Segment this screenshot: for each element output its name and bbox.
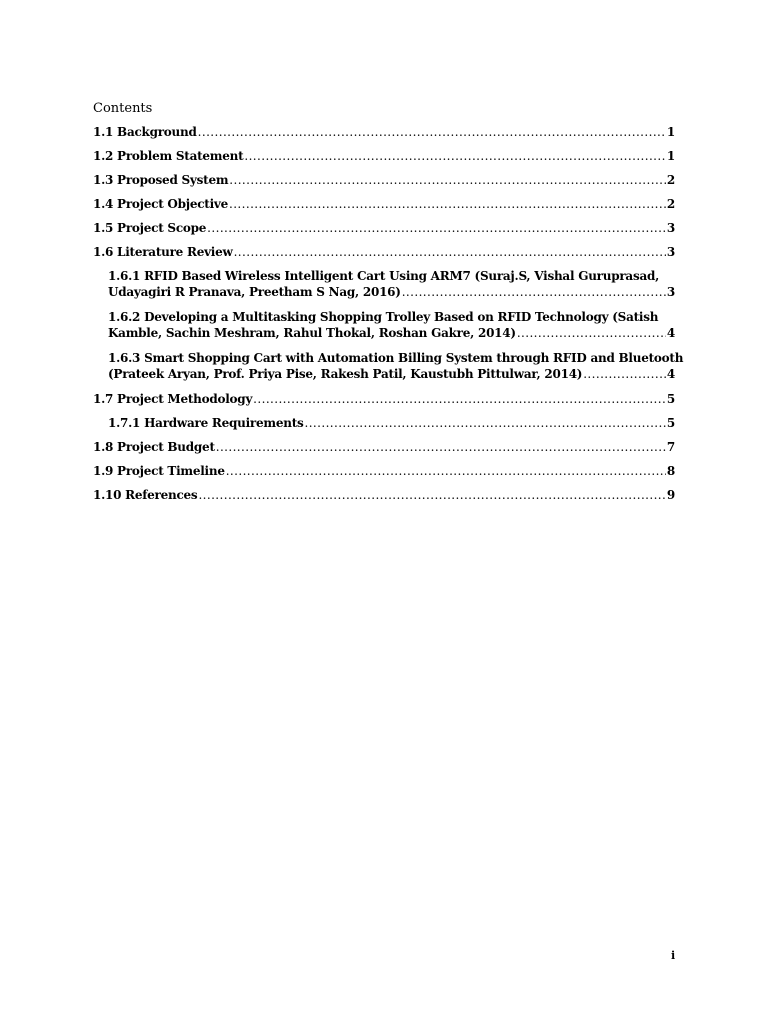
toc-line bbox=[93, 439, 675, 455]
toc-line bbox=[93, 391, 675, 407]
toc-entry-page: 2 bbox=[666, 197, 675, 211]
toc-entry-page: 9 bbox=[666, 488, 675, 502]
toc-dot-leader bbox=[305, 415, 666, 431]
toc-entry-title-line1: 1.6.3 Smart Shopping Cart with Automation Billing System through RFID and Bluetooth bbox=[108, 351, 684, 365]
toc-entry-title: 1.5 Project Scope bbox=[93, 221, 207, 235]
toc-heading: Contents bbox=[93, 101, 153, 116]
toc-entry-title-line1: 1.6.1 RFID Based Wireless Intelligent Cart Using ARM7 (Suraj.S, Vishal Guruprasad, bbox=[108, 269, 660, 283]
toc-entry-page: 5 bbox=[666, 416, 675, 430]
toc-entry-project-methodology[interactable] bbox=[93, 391, 675, 407]
toc-entry-title: 1.7 Project Methodology bbox=[93, 392, 253, 406]
toc-line bbox=[108, 415, 675, 431]
toc-dot-leader bbox=[234, 244, 666, 260]
toc-entry-title: 1.10 References bbox=[93, 488, 198, 502]
toc-entry-multitasking-trolley[interactable] bbox=[93, 309, 675, 341]
toc-entry-title: 1.8 Project Budget bbox=[93, 440, 215, 454]
toc-line bbox=[108, 325, 675, 341]
toc-line bbox=[93, 172, 675, 188]
toc-dot-leader bbox=[226, 463, 666, 479]
toc-entry-background[interactable] bbox=[93, 124, 675, 140]
toc-dot-leader bbox=[244, 148, 666, 164]
toc-dot-leader bbox=[517, 325, 666, 341]
toc-dot-leader bbox=[216, 439, 666, 455]
toc-dot-leader bbox=[229, 196, 666, 212]
toc-entry-title-line2: Udayagiri R Pranava, Preetham S Nag, 2016) bbox=[108, 285, 401, 299]
toc-dot-leader bbox=[198, 124, 666, 140]
toc-entry-project-objective[interactable] bbox=[93, 196, 675, 212]
toc-entry-title: 1.7.1 Hardware Requirements bbox=[108, 416, 304, 430]
toc-entry-title: 1.2 Problem Statement bbox=[93, 149, 244, 163]
toc-entry-page: 8 bbox=[666, 464, 675, 478]
toc-entry-proposed-system[interactable] bbox=[93, 172, 675, 188]
toc-entry-project-timeline[interactable] bbox=[93, 463, 675, 479]
toc-entry-page: 3 bbox=[666, 221, 675, 235]
toc-line bbox=[93, 148, 675, 164]
toc-entry-title: 1.6 Literature Review bbox=[93, 245, 233, 259]
toc-entry-page: 4 bbox=[666, 367, 675, 381]
toc-dot-leader bbox=[253, 391, 666, 407]
toc-entry-title-line2: Kamble, Sachin Meshram, Rahul Thokal, Roshan Gakre, 2014) bbox=[108, 326, 516, 340]
toc-entry-page: 4 bbox=[666, 326, 675, 340]
toc-line bbox=[93, 244, 675, 260]
toc-entry-page: 1 bbox=[666, 125, 675, 139]
footer-page-number: i bbox=[671, 949, 676, 962]
toc-entry-title: 1.3 Proposed System bbox=[93, 173, 229, 187]
toc-line bbox=[93, 463, 675, 479]
toc-dot-leader bbox=[583, 366, 666, 382]
toc-entry-smart-shopping-cart[interactable] bbox=[93, 350, 684, 382]
toc-entry-literature-review[interactable] bbox=[93, 244, 675, 260]
toc-entry-page: 3 bbox=[666, 285, 675, 299]
table-of-contents bbox=[93, 124, 684, 511]
toc-entry-rfid-wireless-cart[interactable] bbox=[93, 268, 675, 300]
toc-entry-page: 7 bbox=[666, 440, 675, 454]
toc-entry-title-line2: (Prateek Aryan, Prof. Priya Pise, Rakesh Patil, Kaustubh Pittulwar, 2014) bbox=[108, 367, 583, 381]
toc-entry-page: 1 bbox=[666, 149, 675, 163]
toc-entry-problem-statement[interactable] bbox=[93, 148, 675, 164]
toc-entry-title-line1: 1.6.2 Developing a Multitasking Shopping Trolley Based on RFID Technology (Satish bbox=[108, 310, 659, 324]
toc-line bbox=[108, 284, 675, 300]
toc-dot-leader bbox=[198, 487, 665, 503]
toc-line bbox=[93, 196, 675, 212]
toc-entry-title: 1.4 Project Objective bbox=[93, 197, 228, 211]
toc-dot-leader bbox=[207, 220, 666, 236]
toc-line bbox=[108, 366, 675, 382]
toc-line bbox=[93, 487, 675, 503]
toc-entry-page: 5 bbox=[666, 392, 675, 406]
toc-dot-leader bbox=[229, 172, 666, 188]
toc-dot-leader bbox=[402, 284, 666, 300]
toc-entry-title: 1.1 Background bbox=[93, 125, 197, 139]
toc-line bbox=[93, 124, 675, 140]
toc-entry-page: 2 bbox=[666, 173, 675, 187]
toc-entry-project-scope[interactable] bbox=[93, 220, 675, 236]
toc-entry-hardware-requirements[interactable] bbox=[93, 415, 675, 431]
toc-entry-project-budget[interactable] bbox=[93, 439, 675, 455]
toc-entry-title: 1.9 Project Timeline bbox=[93, 464, 225, 478]
toc-line bbox=[93, 220, 675, 236]
toc-entry-page: 3 bbox=[666, 245, 675, 259]
toc-entry-references[interactable] bbox=[93, 487, 675, 503]
